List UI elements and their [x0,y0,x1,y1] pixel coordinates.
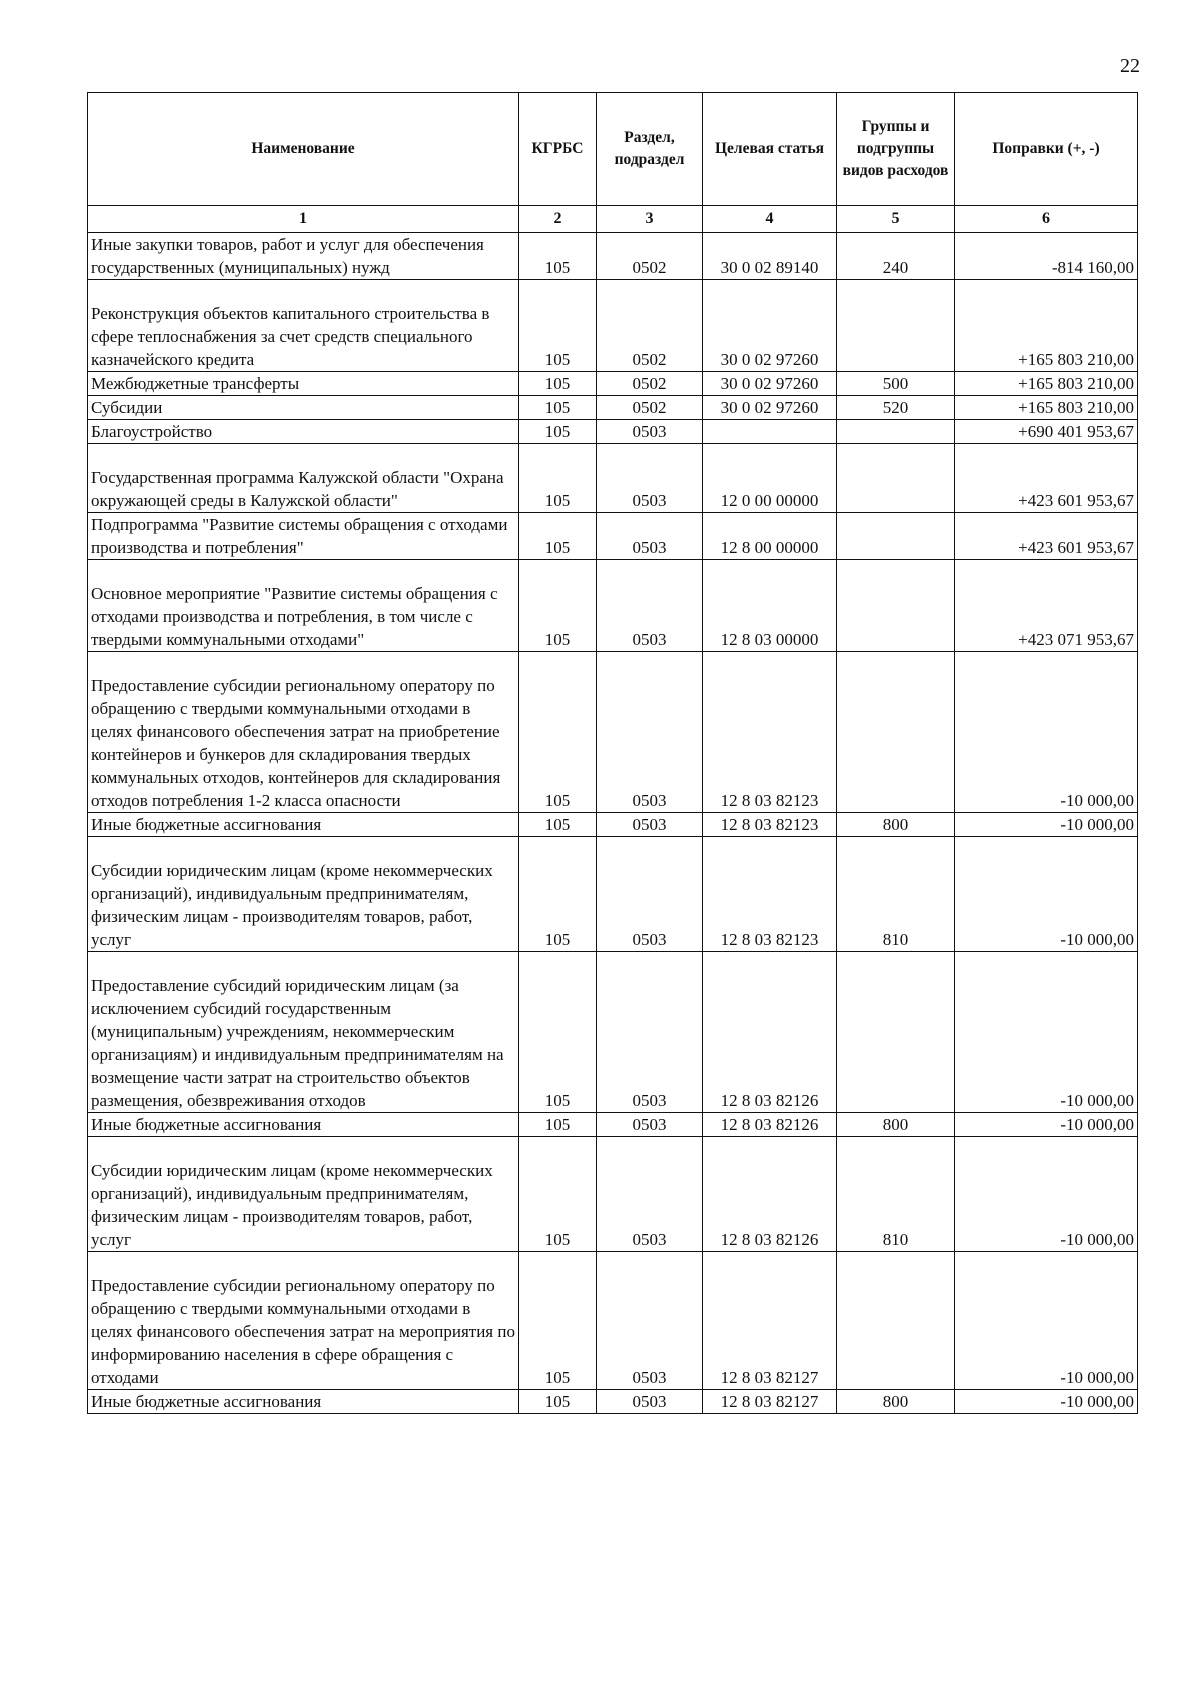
table-header-row [88,93,1138,206]
table-row [88,513,1138,560]
row-name: Подпрограмма "Развитие системы обращения с отходами производства и потребления" [88,513,519,560]
row-group: 800 [837,1390,955,1414]
row-kgrbs: 105 [519,444,597,513]
row-amount: -10 000,00 [955,813,1138,837]
row-kgrbs: 105 [519,837,597,952]
page-number: 22 [1120,55,1140,77]
row-kgrbs: 105 [519,1252,597,1390]
row-target: 12 8 03 82127 [703,1390,837,1414]
row-section: 0503 [597,1113,703,1137]
row-section: 0502 [597,280,703,372]
row-amount: +165 803 210,00 [955,396,1138,420]
row-amount: -10 000,00 [955,1137,1138,1252]
row-group: 500 [837,372,955,396]
row-group [837,652,955,813]
row-target [703,420,837,444]
row-target: 12 8 03 82123 [703,652,837,813]
col-number: 1 [88,206,519,233]
row-target: 30 0 02 89140 [703,233,837,280]
row-target: 12 8 03 82126 [703,1113,837,1137]
row-group [837,1252,955,1390]
row-name: Иные бюджетные ассигнования [88,1113,519,1137]
table-row [88,1390,1138,1414]
row-target: 12 8 03 00000 [703,560,837,652]
row-target: 12 8 00 00000 [703,513,837,560]
col-number: 5 [837,206,955,233]
row-kgrbs: 105 [519,1113,597,1137]
row-kgrbs: 105 [519,1390,597,1414]
row-target: 12 8 03 82126 [703,952,837,1113]
row-target: 12 8 03 82126 [703,1137,837,1252]
row-name: Субсидии юридическим лицам (кроме некоммерческих организаций), индивидуальным предпринимателям, физическим лицам - производителям товаров, работ, услуг [88,837,519,952]
table-row [88,560,1138,652]
row-target: 12 0 00 00000 [703,444,837,513]
row-section: 0502 [597,372,703,396]
row-section: 0503 [597,813,703,837]
col-number: 2 [519,206,597,233]
row-kgrbs: 105 [519,952,597,1113]
row-group: 800 [837,1113,955,1137]
row-group [837,280,955,372]
row-amount: +690 401 953,67 [955,420,1138,444]
row-section: 0503 [597,1390,703,1414]
row-section: 0503 [597,837,703,952]
row-name: Предоставление субсидий юридическим лицам (за исключением субсидий государственным (муниципальным) учреждениям, некоммерческим организациям) и индивидуальным предпринимателям на возмещение части затрат на строительство объектов размещения, обезвреживания отходов [88,952,519,1113]
row-group: 810 [837,1137,955,1252]
row-amount: -10 000,00 [955,952,1138,1113]
row-section: 0503 [597,444,703,513]
row-kgrbs: 105 [519,372,597,396]
row-section: 0503 [597,513,703,560]
table-row [88,372,1138,396]
row-kgrbs: 105 [519,652,597,813]
row-name: Субсидии [88,396,519,420]
row-section: 0503 [597,1252,703,1390]
row-section: 0503 [597,1137,703,1252]
row-amount: -10 000,00 [955,1252,1138,1390]
row-name: Предоставление субсидии региональному оператору по обращению с твердыми коммунальными отходами в целях финансового обеспечения затрат на мероприятия по информированию населения в сфере обращения с отходами [88,1252,519,1390]
header-groups: Группы и подгруппы видов расходов [837,93,955,206]
col-number: 4 [703,206,837,233]
row-group: 240 [837,233,955,280]
row-section: 0502 [597,396,703,420]
row-amount: -10 000,00 [955,1390,1138,1414]
row-group [837,952,955,1113]
row-section: 0502 [597,233,703,280]
row-target: 30 0 02 97260 [703,372,837,396]
row-group [837,560,955,652]
row-name: Государственная программа Калужской области "Охрана окружающей среды в Калужской области" [88,444,519,513]
row-amount: +165 803 210,00 [955,372,1138,396]
budget-amendments-table [87,92,1138,1414]
col-number: 3 [597,206,703,233]
table-row [88,420,1138,444]
row-section: 0503 [597,560,703,652]
row-name: Иные бюджетные ассигнования [88,813,519,837]
row-group: 810 [837,837,955,952]
row-amount: +165 803 210,00 [955,280,1138,372]
row-kgrbs: 105 [519,396,597,420]
row-kgrbs: 105 [519,513,597,560]
row-name: Субсидии юридическим лицам (кроме некоммерческих организаций), индивидуальным предпринимателям, физическим лицам - производителям товаров, работ, услуг [88,1137,519,1252]
row-section: 0503 [597,652,703,813]
row-amount: -814 160,00 [955,233,1138,280]
table-row [88,652,1138,813]
row-kgrbs: 105 [519,560,597,652]
row-target: 30 0 02 97260 [703,396,837,420]
row-group [837,444,955,513]
header-target: Целевая статья [703,93,837,206]
row-group: 800 [837,813,955,837]
row-name: Предоставление субсидии региональному оператору по обращению с твердыми коммунальными отходами в целях финансового обеспечения затрат на приобретение контейнеров и бункеров для складирования твердых коммунальных отходов, контейнеров для складирования отходов потребления 1-2 класса опасности [88,652,519,813]
header-amendments: Поправки (+, -) [955,93,1138,206]
table-row [88,280,1138,372]
row-kgrbs: 105 [519,420,597,444]
row-kgrbs: 105 [519,280,597,372]
row-target: 12 8 03 82127 [703,1252,837,1390]
row-kgrbs: 105 [519,1137,597,1252]
row-kgrbs: 105 [519,813,597,837]
table-row [88,396,1138,420]
column-number-row [88,206,1138,233]
row-group [837,420,955,444]
table-row [88,233,1138,280]
header-name: Наименование [88,93,519,206]
table-row [88,813,1138,837]
row-name: Основное мероприятие "Развитие системы обращения с отходами производства и потребления, в том числе с твердыми коммунальными отходами" [88,560,519,652]
table-row [88,1113,1138,1137]
row-amount: -10 000,00 [955,652,1138,813]
col-number: 6 [955,206,1138,233]
row-name: Иные бюджетные ассигнования [88,1390,519,1414]
table-row [88,1252,1138,1390]
row-name: Благоустройство [88,420,519,444]
row-name: Реконструкция объектов капитального строительства в сфере теплоснабжения за счет средств специального казначейского кредита [88,280,519,372]
table-row [88,837,1138,952]
row-amount: +423 071 953,67 [955,560,1138,652]
row-amount: +423 601 953,67 [955,513,1138,560]
table-row [88,444,1138,513]
row-target: 12 8 03 82123 [703,837,837,952]
header-section: Раздел, подраздел [597,93,703,206]
row-name: Межбюджетные трансферты [88,372,519,396]
row-group [837,513,955,560]
table-row [88,952,1138,1113]
row-amount: -10 000,00 [955,837,1138,952]
header-kgrbs: КГРБС [519,93,597,206]
row-target: 12 8 03 82123 [703,813,837,837]
row-section: 0503 [597,952,703,1113]
row-amount: +423 601 953,67 [955,444,1138,513]
table-row [88,1137,1138,1252]
row-section: 0503 [597,420,703,444]
row-target: 30 0 02 97260 [703,280,837,372]
row-amount: -10 000,00 [955,1113,1138,1137]
row-name: Иные закупки товаров, работ и услуг для обеспечения государственных (муниципальных) нужд [88,233,519,280]
row-group: 520 [837,396,955,420]
row-kgrbs: 105 [519,233,597,280]
